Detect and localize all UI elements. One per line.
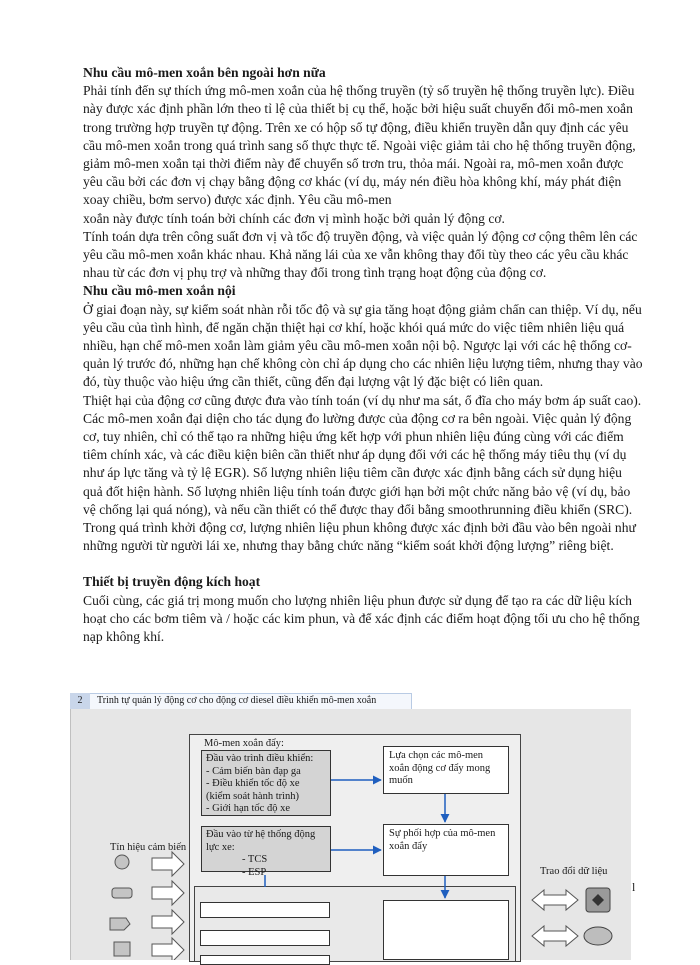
- torque-request-label: Mô-men xoắn đẩy:: [204, 738, 284, 749]
- sensor-signal-label: Tín hiệu cảm biến: [110, 842, 187, 853]
- arrow-right-icon: [152, 881, 184, 905]
- sensor-icon: [115, 855, 129, 869]
- paragraph: Cuối cùng, các giá trị mong muốn cho lượng nhiên liệu phun được sử dụng để tạo ra các dữ liệu kích hoạt cho các bơm tiêm và / hoặc các kim phun, và để xác định các điểm hoạt động tối ưu cho hệ thống nạp không khí.: [83, 592, 640, 645]
- page-mark: l: [632, 880, 636, 894]
- driver-input-item: - Cảm biến bàn đạp ga: [206, 765, 301, 777]
- sensor-icon: [110, 918, 130, 930]
- sensor-icons: [110, 855, 132, 956]
- data-exchange-icons: [584, 888, 612, 945]
- figure-number: 2: [70, 693, 90, 709]
- double-arrow-icon: [532, 890, 578, 910]
- driver-input-title: Đầu vào trình điều khiển:: [206, 753, 314, 764]
- arrow-right-icon: [152, 852, 184, 876]
- driver-input-item: (kiểm soát hành trình): [206, 790, 300, 802]
- drivetrain-input-item: - TCS: [242, 854, 268, 865]
- data-exchange-arrows: [532, 890, 578, 946]
- paragraph: xoắn này được tính toán bởi chính các đơn vị mình hoặc bởi quản lý động cơ.: [83, 210, 505, 226]
- drivetrain-input-item: - ESP: [242, 866, 267, 878]
- gauge-icon: [584, 927, 612, 945]
- paragraph: Thiệt hại của động cơ cũng được đưa vào tính toán (ví dụ như ma sát, ổ đĩa cho máy bơm áp suất cao). Các mô-men xoắn đại diện cho tác dụng đo lường được của động cơ ra bên ngoài. Việc quản lý động cơ, tuy nhiên, chỉ có thể tạo ra những hiệu ứng kết hợp với phun nhiên liệu đúng cùng với các điểm tiêm chính xác, và các điều kiện biên cần thiết như áp dụng đối với các hệ thống máy tiêu thụ (ví dụ như áp lực tăng và tỷ lệ EGR). Số lượng nhiên liệu tiêm cần được xác định bằng cách sử dụng hiệu quả đốt hiện hành. Số lượng nhiên liệu tính toán được giới hạn bởi một chức năng bảo vệ (ví dụ, bảo vệ chống lại quá nóng), và nếu cần thiết có thể được thay đổi bằng smoothrunning điều khiển (SRC). Trong quá trình khởi động cơ, lượng nhiên liệu phun không được xác định bởi đầu vào bên ngoài như những người từ người lái xe, nhưng thay bằng chức năng “kiểm soát khởi động lượng” riêng biệt.: [83, 392, 642, 554]
- sensor-input-arrows: [152, 852, 184, 960]
- sensor-icon: [114, 942, 130, 956]
- select-torque-box: Lựa chọn các mô-men xoắn động cơ đẩy mong muốn: [383, 746, 509, 794]
- arrow-right-icon: [152, 910, 184, 934]
- sensor-icon: [112, 888, 132, 898]
- torque-coordination-box: Sự phối hợp của mô-men xoắn đẩy: [383, 824, 509, 876]
- driver-input-item: - Giới hạn tốc độ xe: [206, 803, 290, 814]
- double-arrow-icon: [532, 926, 578, 946]
- paragraph: Ở giai đoạn này, sự kiểm soát nhàn rỗi tốc độ và sự gia tăng hoạt động giảm chấn can thiệp. Ví dụ, nếu yêu cầu của tình hình, để ngăn chặn thiệt hại cơ khí, hoặc khói quá mức do việc tiêm nhiên liệu quá nhiều, hạn chế mô-men xoắn làm giảm yêu cầu mô-men xoắn nội bộ. Ngược lại với các hệ thống cơ-quản lý trước đó, những hạn chế không còn chỉ áp dụng cho các nhiên liệu lượng tiêm, nhưng thay vào đó, tùy thuộc vào hiệu ứng cần thiết, cũng đến đại lượng vật lý đặc biệt có liên quan.: [83, 301, 643, 390]
- section-heading: Nhu cầu mô-men xoắn nội: [83, 283, 236, 299]
- arrow-right-icon: [152, 938, 184, 960]
- section-heading: Nhu cầu mô-men xoắn bên ngoài hơn nữa: [83, 65, 326, 80]
- section-heading: Thiết bị truyền động kích hoạt: [83, 574, 261, 590]
- paragraph: Tính toán dựa trên công suất đơn vị và tốc độ truyền động, và việc quản lý động cơ cộng thêm lên các yêu cầu mô-men xoắn khác nhau. Khả năng lái của xe vẫn không thay đổi tùy theo các yêu cầu khác nhau từ các đơn vị phụ trợ và những thay đổi trong tình trạng hoạt động của động cơ.: [83, 228, 638, 281]
- drivetrain-input-title: Đầu vào từ hệ thống động lực xe:: [206, 829, 316, 853]
- figure-title: Trình tự quản lý động cơ cho động cơ diesel điều khiển mô-men xoắn: [97, 695, 377, 706]
- data-exchange-label: Trao đổi dữ liệu: [540, 866, 608, 877]
- driver-input-item: - Điều khiển tốc độ xe: [206, 778, 300, 789]
- paragraph: Phải tính đến sự thích ứng mô-men xoắn của hệ thống truyền (tỷ số truyền hệ thống truyền lực). Điều này được xác định phần lớn theo tỉ lệ của thiết bị cụ thể, hoặc bởi hiệu suất chuyển đổi mô-men xoắn trong trường hợp truyền tự động. Trên xe có hộp số tự động, điều khiển truyền dẫn quy định các yêu cầu mô-men xoắn trong quá trình sang số thực thực tế. Ngoài việc giảm tải cho hệ thống truyền động, giảm mô-men xoắn tại thời điểm này để chuyển số trơn tru, thỏa mái. Ngoài ra, mô-men xoắn được yêu cầu bởi các đơn vị chạy bằng động cơ khác (ví dụ, máy nén điều hòa không khí, máy phát điện xoay chiều, bơm servo) được xác định. Yêu cầu mô-men: [83, 83, 636, 208]
